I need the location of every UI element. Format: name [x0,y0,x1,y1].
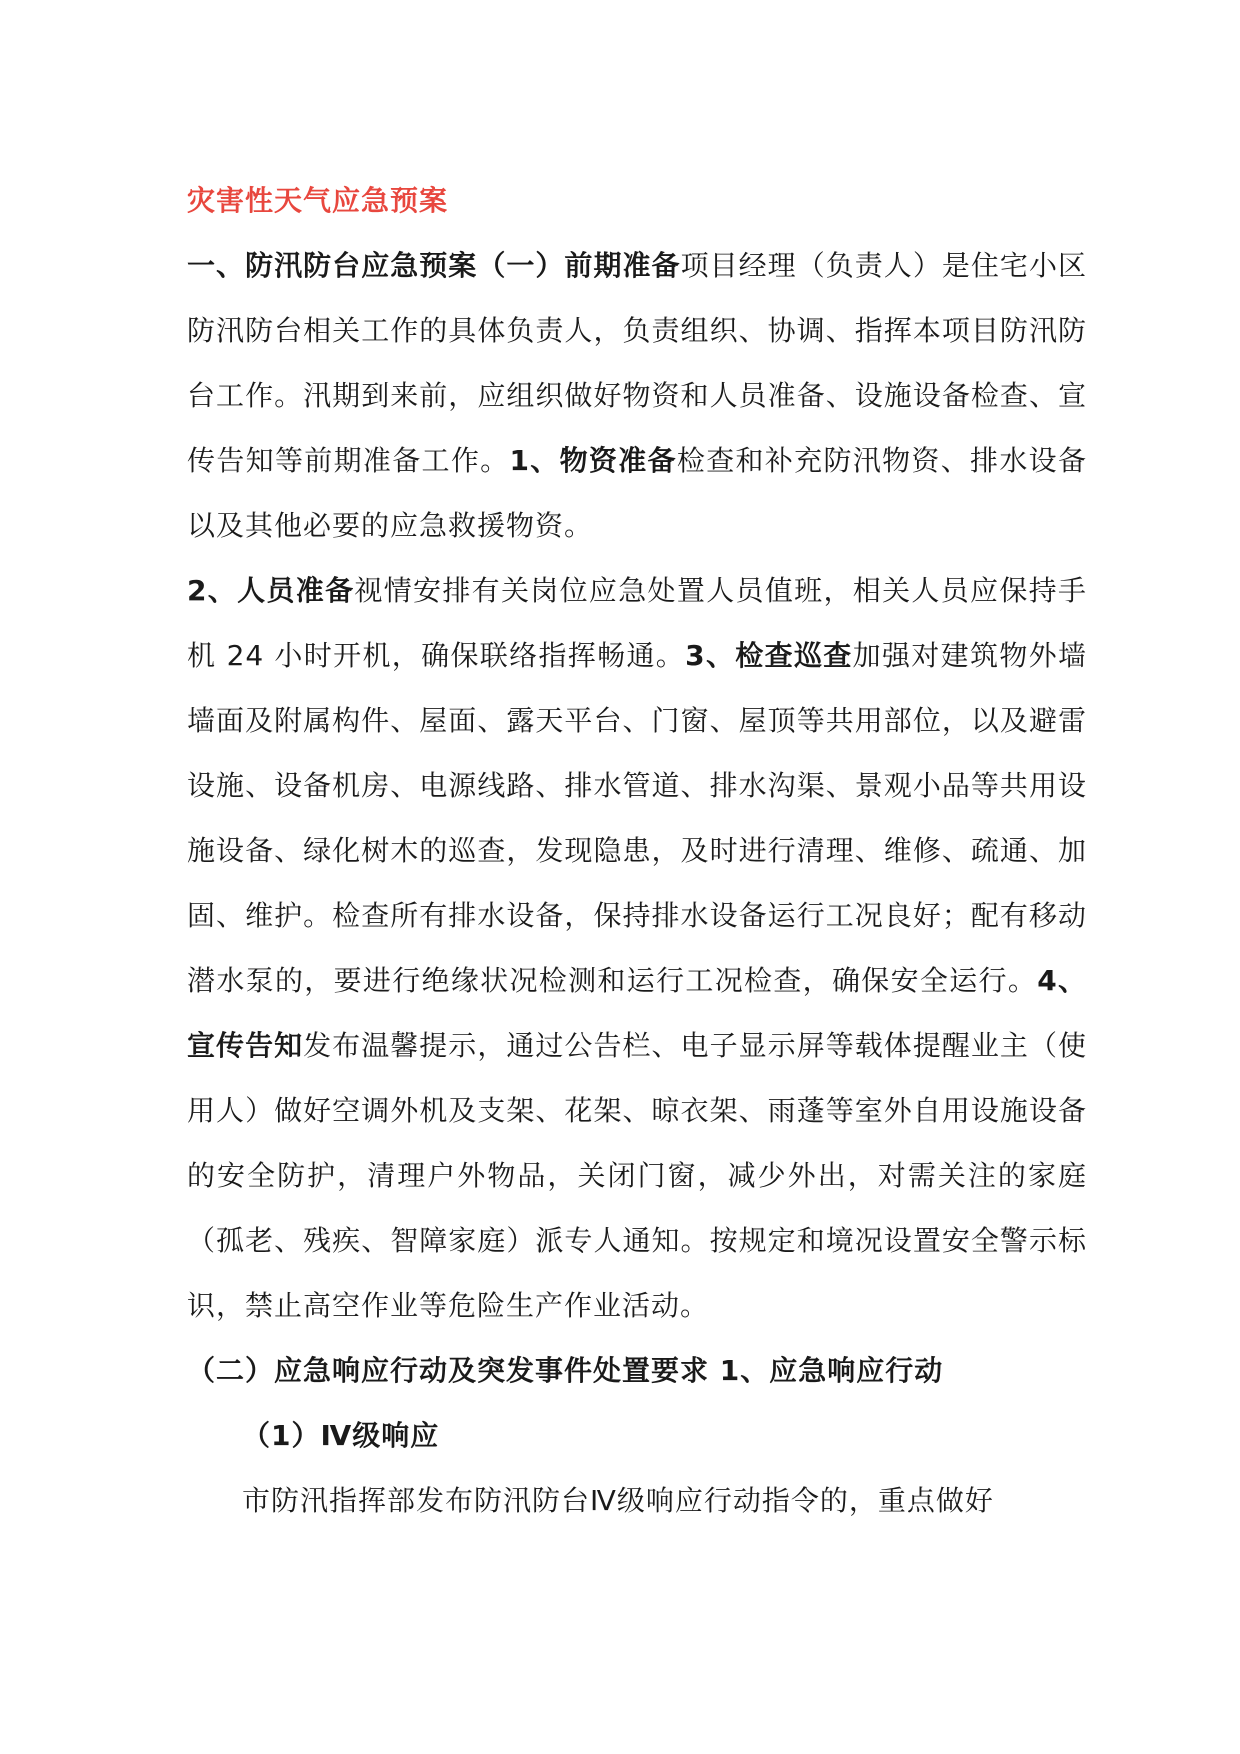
subsection-heading-level-iv: （1）Ⅳ级响应 [242,1419,440,1452]
item-label-personnel: 2、人员准备 [187,574,355,607]
document-title: 灾害性天气应急预案 [187,184,449,217]
item-label-inspection: 3、检查巡查 [685,639,853,672]
paragraph-preparation [187,233,1087,558]
section-heading-flood-typhoon: 一、防汛防台应急预案（一）前期准备 [187,249,681,282]
item-text-materials: 检查和补充防汛物资、排水设备以及其他必要的应急救援物资。 [187,444,1087,542]
section-heading-emergency-response: （二）应急响应行动及突发事件处置要求 1、应急响应行动 [187,1354,944,1387]
document-body [187,168,1087,1533]
item-label-materials: 1、物资准备 [509,444,677,477]
item-label-publicity: 4、宣传告知 [187,964,1087,1062]
preparation-intro-text: 项目经理（负责人）是住宅小区防汛防台相关工作的具体负责人，负责组织、协调、指挥本项目防汛防台工作。汛期到来前，应组织做好物资和人员准备、设施设备检查、宣传告知等前期准备工作。 [187,249,1087,477]
paragraph-personnel-inspection [187,558,1087,1338]
item-text-personnel: 视情安排有关岗位应急处置人员值班，相关人员应保持手机 24 小时开机，确保联络指挥畅通。 [187,574,1087,672]
item-text-publicity: 发布温馨提示，通过公告栏、电子显示屏等载体提醒业主（使用人）做好空调外机及支架、花架、晾衣架、雨蓬等室外自用设施设备的安全防护，清理户外物品，关闭门窗，减少外出，对需关注的家庭（孤老、残疾、智障家庭）派专人通知。按规定和境况设置安全警示标识，禁止高空作业等危险生产作业活动。 [187,1029,1087,1322]
item-text-inspection: 加强对建筑物外墙墙面及附属构件、屋面、露天平台、门窗、屋顶等共用部位，以及避雷设施、设备机房、电源线路、排水管道、排水沟渠、景观小品等共用设施设备、绿化树木的巡查，发现隐患，及时进行清理、维修、疏通、加固、维护。检查所有排水设备，保持排水设备运行工况良好；配有移动潜水泵的，要进行绝缘状况检测和运行工况检查，确保安全运行。 [187,639,1087,997]
paragraph-level-iv: 市防汛指挥部发布防汛防台Ⅳ级响应行动指令的，重点做好 [242,1484,994,1517]
